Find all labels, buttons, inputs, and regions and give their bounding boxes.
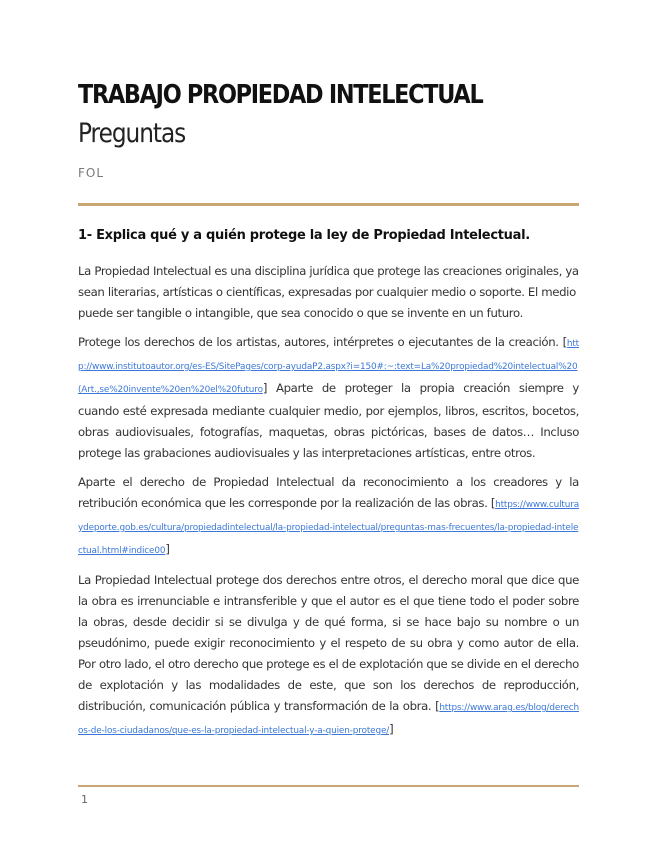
source-link-institutoautor[interactable]: http://www.institutoautor.org/es-ES/SitePages/corp-ayudaP2.aspx?i=150#:~:text=La%20propiedad%20intelectual%20(Art.,se%20invente%20en%20el%20futuro bbox=[78, 339, 579, 395]
source-link-culturaydeporte[interactable]: https://www.culturaydeporte.gob.es/cultura/propiedadintelectual/la-propiedad-intelectual/preguntas-mas-frecuentes/la-propiedad-intelectual.html#indice00 bbox=[78, 500, 579, 556]
source-link-arag[interactable]: https://www.arag.es/blog/derechos-de-los-ciudadanos/que-es-la-propiedad-intelectual-y-a-quien-protege/ bbox=[78, 703, 579, 736]
paragraph-text: ] bbox=[165, 542, 170, 556]
paragraph-definition: La Propiedad Intelectual es una disciplina jurídica que protege las creaciones originales, ya sean literarias, artísticas o científicas, expresadas por cualquier medio o soporte. El medio puede ser tangible o intangible, que sea conocido o que se invente en un futuro. bbox=[78, 264, 579, 320]
page-number: 1 bbox=[81, 793, 88, 806]
answer-body bbox=[78, 261, 579, 750]
paragraph-recognition bbox=[78, 472, 579, 562]
paragraph-text: ] bbox=[389, 722, 394, 736]
paragraph-text: ] Aparte de proteger la propia creación siempre y cuando esté expresada mediante cualquier medio, por ejemplos, libros, escritos, bocetos, obras audiovisuales, fotografías, maquetas, obras pictóricas, bases de datos… Incluso protege las grabaciones audiovisuales y las interpretaciones artísticas, entre otros. bbox=[78, 381, 579, 460]
document-subject: FOL bbox=[78, 166, 105, 180]
header-divider bbox=[78, 203, 579, 206]
paragraph-moral-exploitation-rights bbox=[78, 570, 579, 742]
paragraph-text: La Propiedad Intelectual protege dos derechos entre otros, el derecho moral que dice que la obra es irrenunciable e intransferible y que el autor es el que tiene todo el poder sobre la obras, desde decidir si se divulga y de qué forma, si se hace bajo su nombre o un pseudónimo, puede exigir reconocimiento y el respeto de su obra y como autor de ella. Por otro lado, el otro derecho que protege es el de explotación que se divide en el derecho de explotación y las modalidades de este, que son los derechos de reproducción, distribución, comunicación pública y transformación de la obra. [ bbox=[78, 573, 579, 713]
document-title: TRABAJO PROPIEDAD INTELECTUAL bbox=[78, 80, 483, 110]
document-subtitle: Preguntas bbox=[78, 118, 186, 149]
footer-divider bbox=[78, 785, 579, 787]
paragraph-text: Protege los derechos de los artistas, autores, intérpretes o ejecutantes de la creación. [ bbox=[78, 335, 567, 349]
question-heading: 1- Explica qué y a quién protege la ley de Propiedad Intelectual. bbox=[78, 228, 530, 243]
paragraph-protected-rights bbox=[78, 332, 579, 464]
paragraph-text: Aparte el derecho de Propiedad Intelectual da reconocimiento a los creadores y la retribución económica que les corresponde por la realización de las obras. [ bbox=[78, 475, 579, 510]
